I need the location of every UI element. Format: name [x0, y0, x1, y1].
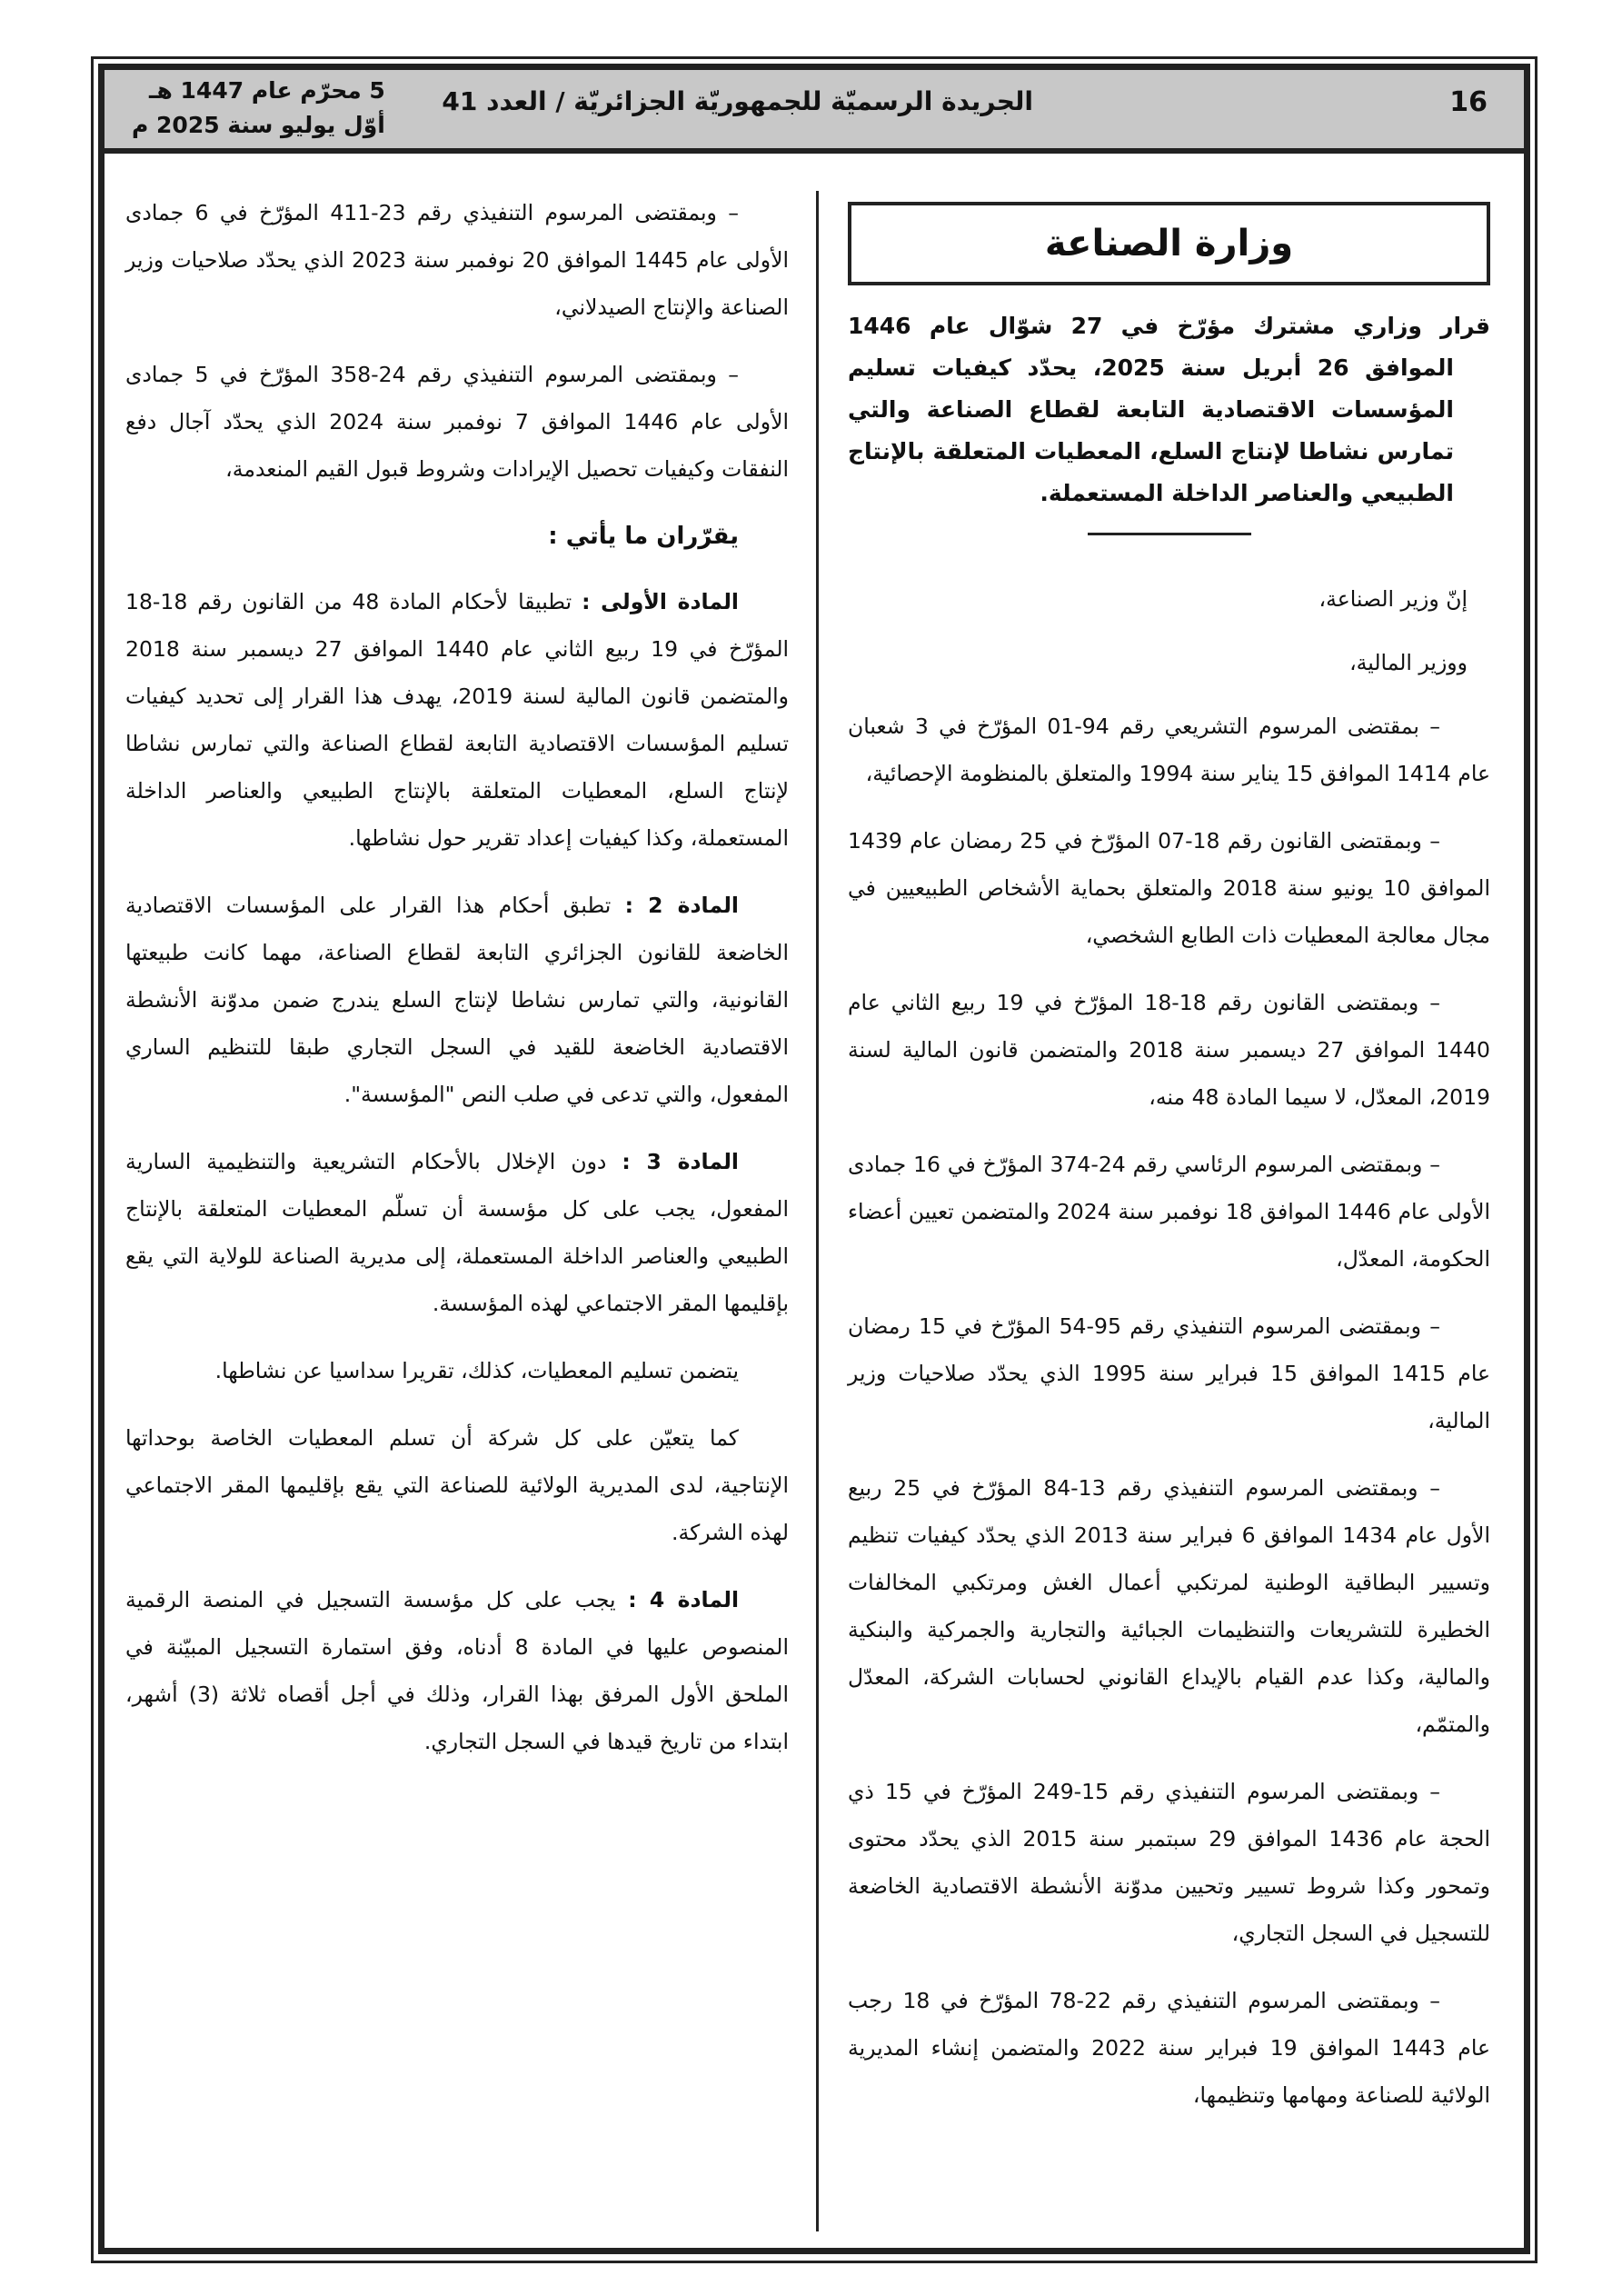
recital: – بمقتضى المرسوم التشريعي رقم 94-01 المؤرّخ في 3 شعبان عام 1414 الموافق 15 يناير سنة 1994 والمتعلق بالمنظومة الإحصائية،: [848, 714, 1490, 786]
article-label: المادة الأولى :: [582, 589, 739, 614]
article-3: [125, 1138, 789, 1327]
article-text: يجب على كل مؤسسة التسجيل في المنصة الرقمية المنصوص عليها في المادة 8 أدناه، وفق استمارة التسجيل المبيّنة في الملحق الأول المرفق بهذا القرار، وذلك في أجل أقصاه ثلاثة (3) أشهر، ابتداء من تاريخ قيدها في السجل التجاري.: [125, 1587, 789, 1754]
decides-heading: يقرّران ما يأتي :: [548, 523, 739, 550]
article-text: دون الإخلال بالأحكام التشريعية والتنظيمية السارية المفعول، يجب على كل مؤسسة أن تسلّم المعطيات المتعلقة بالإنتاج الطبيعي والعناصر الداخلة المستعملة، إلى مديرية الصناعة للولاية التي يقع بإقليمها المقر الاجتماعي لهذه المؤسسة.: [125, 1149, 789, 1316]
recital: – وبمقتضى المرسوم التنفيذي رقم 13-84 المؤرّخ في 25 ربيع الأول عام 1434 الموافق 6 فبراير سنة 2013 الذي يحدّد كيفيات تنظيم وتسيير البطاقية الوطنية لمرتكبي أعمال الغش ومرتكبي المخالفات الخطيرة للتشريعات والتنظيمات الجبائية والتجارية والجمركية والبنكية والمالية، وكذا عدم القيام بالإيداع القانوني لحسابات الشركة، المعدّل والمتمّم،: [848, 1475, 1490, 1737]
date-hijri: 5 محرّم عام 1447 هـ: [148, 77, 385, 104]
gazette-title: الجريدة الرسميّة للجمهوريّة الجزائريّة / العدد 41: [442, 86, 1033, 116]
recital: – وبمقتضى المرسوم الرئاسي رقم 24-374 المؤرّخ في 16 جمادى الأولى عام 1446 الموافق 18 نوفمبر سنة 2024 والمتضمن تعيين أعضاء الحكومة، المعدّل،: [848, 1152, 1491, 1272]
article-4: [125, 1576, 789, 1765]
issue-date: [132, 74, 385, 143]
column-divider: [816, 191, 819, 2231]
article-3-paragraph: يتضمن تسليم المعطيات، كذلك، تقريرا سداسيا عن نشاطها.: [214, 1358, 739, 1383]
gazette-header: [104, 70, 1524, 154]
preamble-line: ووزير المالية،: [1349, 650, 1468, 675]
preamble-line: إنّ وزير الصناعة،: [1318, 586, 1468, 612]
recital: – وبمقتضى المرسوم التنفيذي رقم 24-358 المؤرّخ في 5 جمادى الأولى عام 1446 الموافق 7 نوفمبر سنة 2024 الذي يحدّد آجال دفع النفقات وكيفيات تحصيل الإيرادات وشروط قبول القيم المنعدمة،: [125, 362, 789, 482]
article-label: المادة 3 :: [622, 1149, 739, 1174]
article-label: المادة 4 :: [628, 1587, 739, 1612]
recital: – وبمقتضى القانون رقم 18-18 المؤرّخ في 19 ربيع الثاني عام 1440 الموافق 27 ديسمبر سنة 2018 والمتضمن قانون المالية لسنة 2019، المعدّل، لا سيما المادة 48 منه،: [848, 990, 1491, 1110]
recital: – وبمقتضى المرسوم التنفيذي رقم 22-78 المؤرّخ في 18 رجب عام 1443 الموافق 19 فبراير سنة 2022 والمتضمن إنشاء المديرية الولائية للصناعة ومهامها وتنظيمها،: [848, 1988, 1491, 2108]
decision-title: قرار وزاري مشترك مؤرّخ في 27 شوّال عام 1446 الموافق 26 أبريل سنة 2025، يحدّد كيفيات تسليم المؤسسات الاقتصادية التابعة لقطاع الصناعة والتي تمارس نشاطا لإنتاج السلع، المعطيات المتعلقة بالإنتاج الطبيعي والعناصر الداخلة المستعملة.: [848, 313, 1490, 506]
article-label: المادة 2 :: [624, 893, 739, 918]
right-column: [848, 202, 1490, 2139]
recital: – وبمقتضى المرسوم التنفيذي رقم 15-249 المؤرّخ في 15 ذي الحجة عام 1436 الموافق 29 سبتمبر سنة 2015 الذي يحدّد محتوى وتمحور وكذا شروط تسيير وتحيين مدوّنة الأنشطة الاقتصادية الخاضعة للتسجيل في السجل التجاري،: [848, 1779, 1490, 1946]
page-number: 16: [1449, 86, 1488, 118]
recital: – وبمقتضى المرسوم التنفيذي رقم 95-54 المؤرّخ في 15 رمضان عام 1415 الموافق 15 فبراير سنة 1995 الذي يحدّد صلاحيات وزير المالية،: [848, 1313, 1491, 1433]
date-gregorian: أوّل يوليو سنة 2025 م: [132, 112, 385, 138]
article-1: [125, 578, 789, 862]
article-3-paragraph: كما يتعيّن على كل شركة أن تسلم المعطيات الخاصة بوحداتها الإنتاجية، لدى المديرية الولائية للصناعة التي يقع بإقليمها المقر الاجتماعي لهذه الشركة.: [125, 1425, 789, 1545]
recital: – وبمقتضى المرسوم التنفيذي رقم 23-411 المؤرّخ في 6 جمادى الأولى عام 1445 الموافق 20 نوفمبر سنة 2023 الذي يحدّد صلاحيات وزير الصناعة والإنتاج الصيدلاني،: [125, 200, 790, 320]
article-text: تطبيقا لأحكام المادة 48 من القانون رقم 18-18 المؤرّخ في 19 ربيع الثاني عام 1440 الموافق 27 ديسمبر سنة 2018 والمتضمن قانون المالية لسنة 2019، يهدف هذا القرار إلى تحديد كيفيات تسليم المؤسسات الاقتصادية التابعة لقطاع الصناعة والتي تمارس نشاطا لإنتاج السلع، المعطيات المتعلقة بالإنتاج الطبيعي والعناصر الداخلة المستعملة، وكذا كيفيات إعداد تقرير حول نشاطها.: [125, 589, 790, 851]
article-text: تطبق أحكام هذا القرار على المؤسسات الاقتصادية الخاضعة للقانون الجزائري التابعة لقطاع الصناعة، مهما كانت طبيعتها القانونية، والتي تمارس نشاطا لإنتاج السلع يندرج ضمن مدوّنة الأنشطة الاقتصادية الخاضعة للقيد في السجل التجاري طبقا للتنظيم الساري المفعول، والتي تدعى في صلب النص "المؤسسة".: [125, 893, 789, 1107]
ministry-heading: وزارة الصناعة: [848, 202, 1490, 285]
title-separator: [1088, 533, 1251, 535]
left-column: [125, 189, 789, 1785]
recital: – وبمقتضى القانون رقم 18-07 المؤرّخ في 25 رمضان عام 1439 الموافق 10 يونيو سنة 2018 والمتعلق بحماية الأشخاص الطبيعيين في مجال معالجة المعطيات ذات الطابع الشخصي،: [848, 828, 1490, 948]
article-2: [125, 882, 789, 1118]
